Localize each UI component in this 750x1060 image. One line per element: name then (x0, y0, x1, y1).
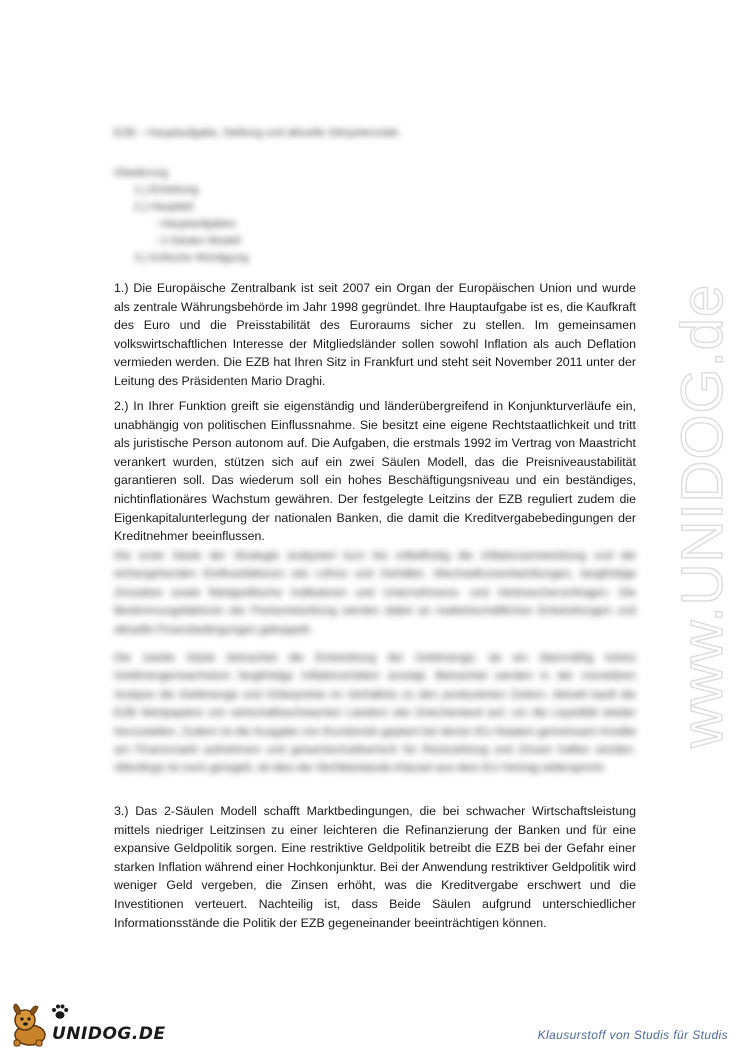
outline-item: 1.) Einleitung (134, 184, 199, 196)
outline-subitem: - 2-Säulen Modell (154, 235, 241, 247)
paragraph-second-pillar-blurred: Die zweite Säule betrachtet die Entwicklung der Geldmenge, da ein übermäßig hohes Geldmengenwachstum langfristige Inflationsrisiken anzeigt. Betrachtet werden in der monetären Analyse die Geldmenge und Güterpreise im Verhältnis zu den produzierten Gütern. Aktuell kauft die EZB Wertpapiere von wirtschaftsschwachen Ländern wie Griechenland auf, um die Liquidität wieder herzustellen. Zudem ist die Ausgabe von Eurobonds geplant bei denen EU-Staaten gemeinsam Kredite am Finanzmarkt aufnehmen und gesamtschuldnerisch für Rückzahlung und Zinsen haften würden. Allerdings ist noch geregelt, ob dies der Nichtbeistands-Klausel aus dem EU-Vertrag widerspricht. (114, 652, 636, 775)
paragraph-first-pillar-blurred: Die erste Säule der Strategie analysiert kurz bis mittelfristig die Inflationsentwicklung und die einhergehenden Einflussfaktoren wie Löhne und Gehälter, Wechselkursentwicklungen, langfristige Zinssätze sowie fiskalpolitische Indikatoren und Unternehmens- und Verbraucherumfragen. Die Bestimmungsfaktoren der Preisentwicklung werden dabei an realwirtschaftlichen Entwicklungen und aktuelle Finanzbedingungen gekoppelt. (114, 550, 636, 636)
outline-subitem: - Hauptaufgaben (154, 218, 236, 230)
unidog-logo (8, 1002, 166, 1048)
outline-item: 2.) Hauptteil (134, 201, 194, 213)
footer-slogan: Klausurstoff von Studis für Studis (537, 1028, 728, 1042)
paw-icon (50, 1002, 70, 1022)
document-title: EZB – Hauptaufgabe, Stellung und aktuelle Störpotenziale (114, 127, 399, 139)
paragraph-critical-review: 3.) Das 2-Säulen Modell schafft Marktbedingungen, die bei schwacher Wirtschaftsleistung mittels niedriger Leitzinsen zu einer leichteren die Refinanzierung der Banken und für eine expansive Geldpolitik sorgen. Eine restriktive Geldpolitik betreibt die EZB bei der Gefahr einer starken Inflation während einer Hochkonjunktur. Bei der Anwendung restriktiver Geldpolitik wird weniger Geld vergeben, die Zinsen erhöht, was die Kreditvergabe erschwert und die Investitionen verteuert. Nachteilig ist, dass Beide Säulen aufgrund unterschiedlicher Informationsstände die Politik der EZB gegeneinander beeinträchtigen können. (114, 804, 636, 930)
dog-mascot-icon (8, 1002, 56, 1048)
logo-text: UNIDOG.DE (52, 1024, 166, 1044)
outline (114, 165, 248, 267)
watermark (640, 270, 750, 770)
outline-item: 3.) Kritische Würdigung (134, 252, 249, 264)
outline-heading: Gliederung (114, 167, 168, 179)
watermark-text: www.UNIDOG.de (670, 283, 735, 748)
paragraph-function: 2.) In Ihrer Funktion greift sie eigenständig und länderübergreifend in Konjunkturverläufe ein, unabhängig von politischen Einflussnahme. Sie besitzt eine eigene Rechtstaatlichkeit und tritt als juristische Person autonom auf. Die Aufgaben, die erstmals 1992 im Vertrag von Maastricht verankert wurden, stützen sich auf ein zwei Säulen Modell, das die Preisniveaustabilität garantieren soll. Das wiederum soll ein hohes Beschäftigungsniveau und ein beständiges, nichtinflationäres Wachstum gewähren. Der festgelegte Leitzins der EZB reguliert zudem die Eigenkapitalunterlegung der nationalen Banken, die damit die Kreditvergabebedingungen der Kreditnehmer beeinflussen. (114, 399, 636, 544)
paragraph-introduction: 1.) Die Europäische Zentralbank ist seit 2007 ein Organ der Europäischen Union und wurde als zentrale Währungsbehörde im Jahr 1998 gegründet. Ihre Hauptaufgabe ist es, die Kaufkraft des Euro und die Preisstabilität des Euroraums sicher zu stellen. Im gemeinsamen volkswirtschaftlichen Interesse der Mitgliedsländer sollen sowohl Inflation als auch Deflation vermieden werden. Die EZB hat Ihren Sitz in Frankfurt und steht seit November 2011 unter der Leitung des Präsidenten Mario Draghi. (114, 281, 636, 388)
